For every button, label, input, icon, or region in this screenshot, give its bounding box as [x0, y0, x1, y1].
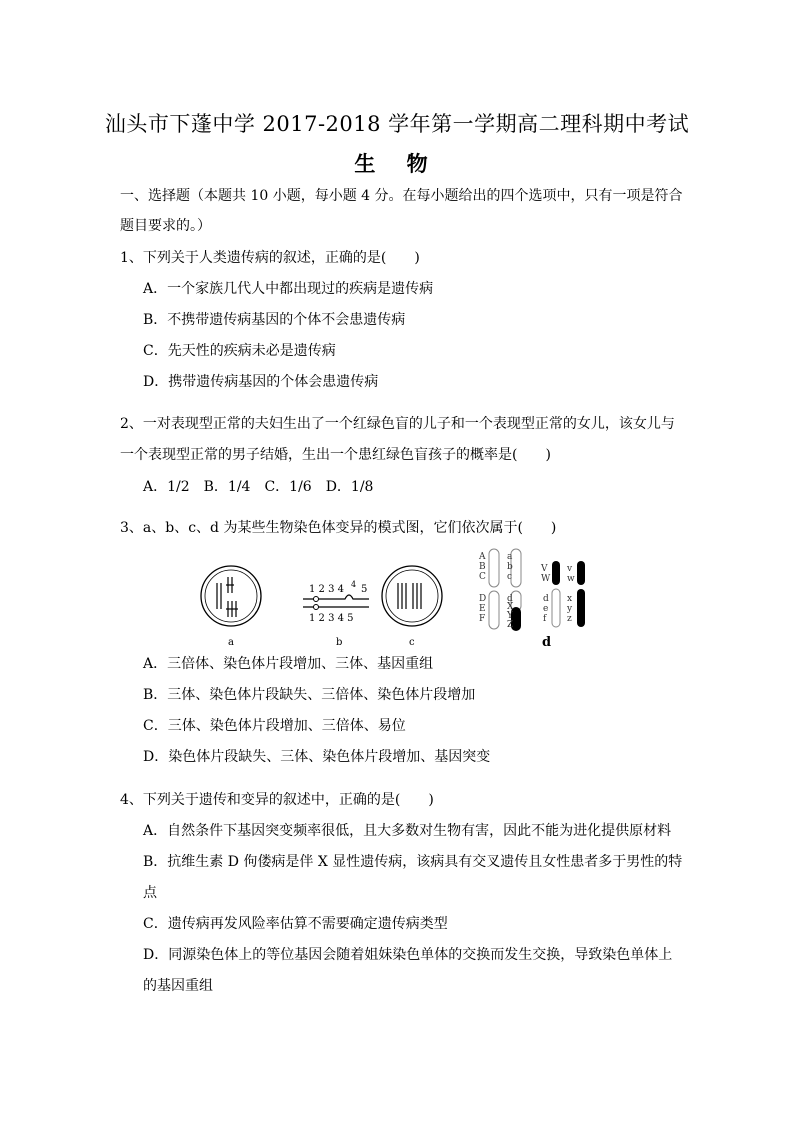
question-1-option-d: D．携带遗传病基因的个体会患遗传病: [143, 374, 379, 390]
gene-d: d: [507, 594, 513, 604]
question-3-option-b: B．三体、染色体片段缺失、三倍体、染色体片段增加: [143, 687, 476, 703]
figure-b-top-end: 5: [361, 584, 368, 595]
question-1-option-c: C．先天性的疾病未必是遗传病: [143, 343, 336, 359]
question-4-option-d-line1: D．同源染色体上的等位基因会随着姐妹染色单体的交换而发生交换，导致染色单体上: [143, 947, 673, 963]
question-4-option-d-line2: 的基因重组: [143, 978, 213, 994]
gene-y: y: [567, 604, 573, 614]
gene-d2: d: [543, 594, 549, 604]
figure-c-cell: [382, 566, 442, 626]
gene-w: w: [567, 574, 575, 584]
question-1-option-a: A．一个家族几代人中都出现过的疾病是遗传病: [143, 281, 434, 297]
section-instructions-line2: 题目要求的。）: [120, 218, 211, 234]
gene-z: z: [567, 614, 572, 624]
gene-C: C: [479, 572, 486, 582]
exam-title: 汕头市下蓬中学 2017-2018 学年第一学期高二理科期中考试: [104, 112, 690, 136]
figure-label-d: d: [542, 635, 552, 650]
figure-label-a: a: [228, 637, 234, 648]
question-2-stem-line2: 一个表现型正常的男子结婚，生出一个患红绿色盲孩子的概率是( ): [120, 447, 551, 463]
gene-W: W: [541, 574, 551, 584]
question-1-stem: 1、下列关于人类遗传病的叙述，正确的是( ): [120, 250, 420, 266]
question-4-option-b-line1: B．抗维生素 D 佝偻病是伴 X 显性遗传病，该病具有交叉遗传且女性患者多于男性的特: [143, 854, 683, 870]
question-4-stem: 4、下列关于遗传和变异的叙述中，正确的是( ): [120, 792, 434, 808]
gene-F: F: [479, 614, 486, 624]
figure-b-top-sup: 4: [351, 580, 357, 589]
question-3-option-d: D．染色体片段缺失、三体、染色体片段增加、基因突变: [143, 749, 491, 765]
question-1-option-b: B．不携带遗传病基因的个体不会患遗传病: [143, 312, 406, 328]
gene-Y: Y: [507, 611, 513, 621]
gene-Z: Z: [507, 620, 514, 630]
question-4-option-a: A．自然条件下基因突变频率很低，且大多数对生物有害，因此不能为进化提供原材料: [143, 823, 672, 839]
figure-b-top-label: 1 2 3 4: [309, 584, 344, 595]
question-3-stem: 3、a、b、c、d 为某些生物染色体变异的模式图，它们依次属于( ): [120, 520, 557, 536]
question-2-stem-line1: 2、一对表现型正常的夫妇生出了一个红绿色盲的儿子和一个表现型正常的女儿，该女儿与: [120, 416, 675, 432]
gene-a: a: [507, 552, 513, 562]
figure-a-cell: [201, 566, 261, 626]
gene-V: V: [541, 564, 548, 574]
gene-D: D: [479, 594, 487, 604]
question-4-option-c: C．遗传病再发风险率估算不需要确定遗传病类型: [143, 916, 448, 932]
gene-c: c: [507, 572, 513, 582]
figure-b-bottom-label: 1 2 3 4 5: [309, 613, 354, 624]
question-3-option-a: A．三倍体、染色体片段增加、三体、基因重组: [143, 656, 434, 672]
figure-label-b: b: [336, 637, 343, 648]
gene-v: v: [567, 564, 573, 574]
figure-b-segments: [303, 580, 369, 624]
gene-E: E: [479, 604, 486, 614]
question-2-options: A．1/2 B．1/4 C．1/6 D．1/8: [143, 479, 374, 495]
gene-X: X: [507, 602, 514, 612]
question-3-option-c: C．三体、染色体片段增加、三倍体、易位: [143, 718, 406, 734]
question-4-option-b-line2: 点: [143, 885, 157, 901]
chromosome-variation-figure: [195, 545, 615, 651]
gene-f: f: [543, 614, 547, 624]
figure-label-c: c: [409, 637, 415, 648]
gene-A: A: [479, 552, 486, 562]
section-instructions-line1: 一、选择题（本题共 10 小题，每小题 4 分。在每小题给出的四个选项中，只有一项是符合: [120, 188, 683, 204]
gene-x: x: [567, 594, 573, 604]
gene-b: b: [507, 562, 513, 572]
subject-title: 生 物: [354, 151, 440, 176]
gene-e: e: [543, 604, 549, 614]
gene-B: B: [479, 562, 486, 572]
